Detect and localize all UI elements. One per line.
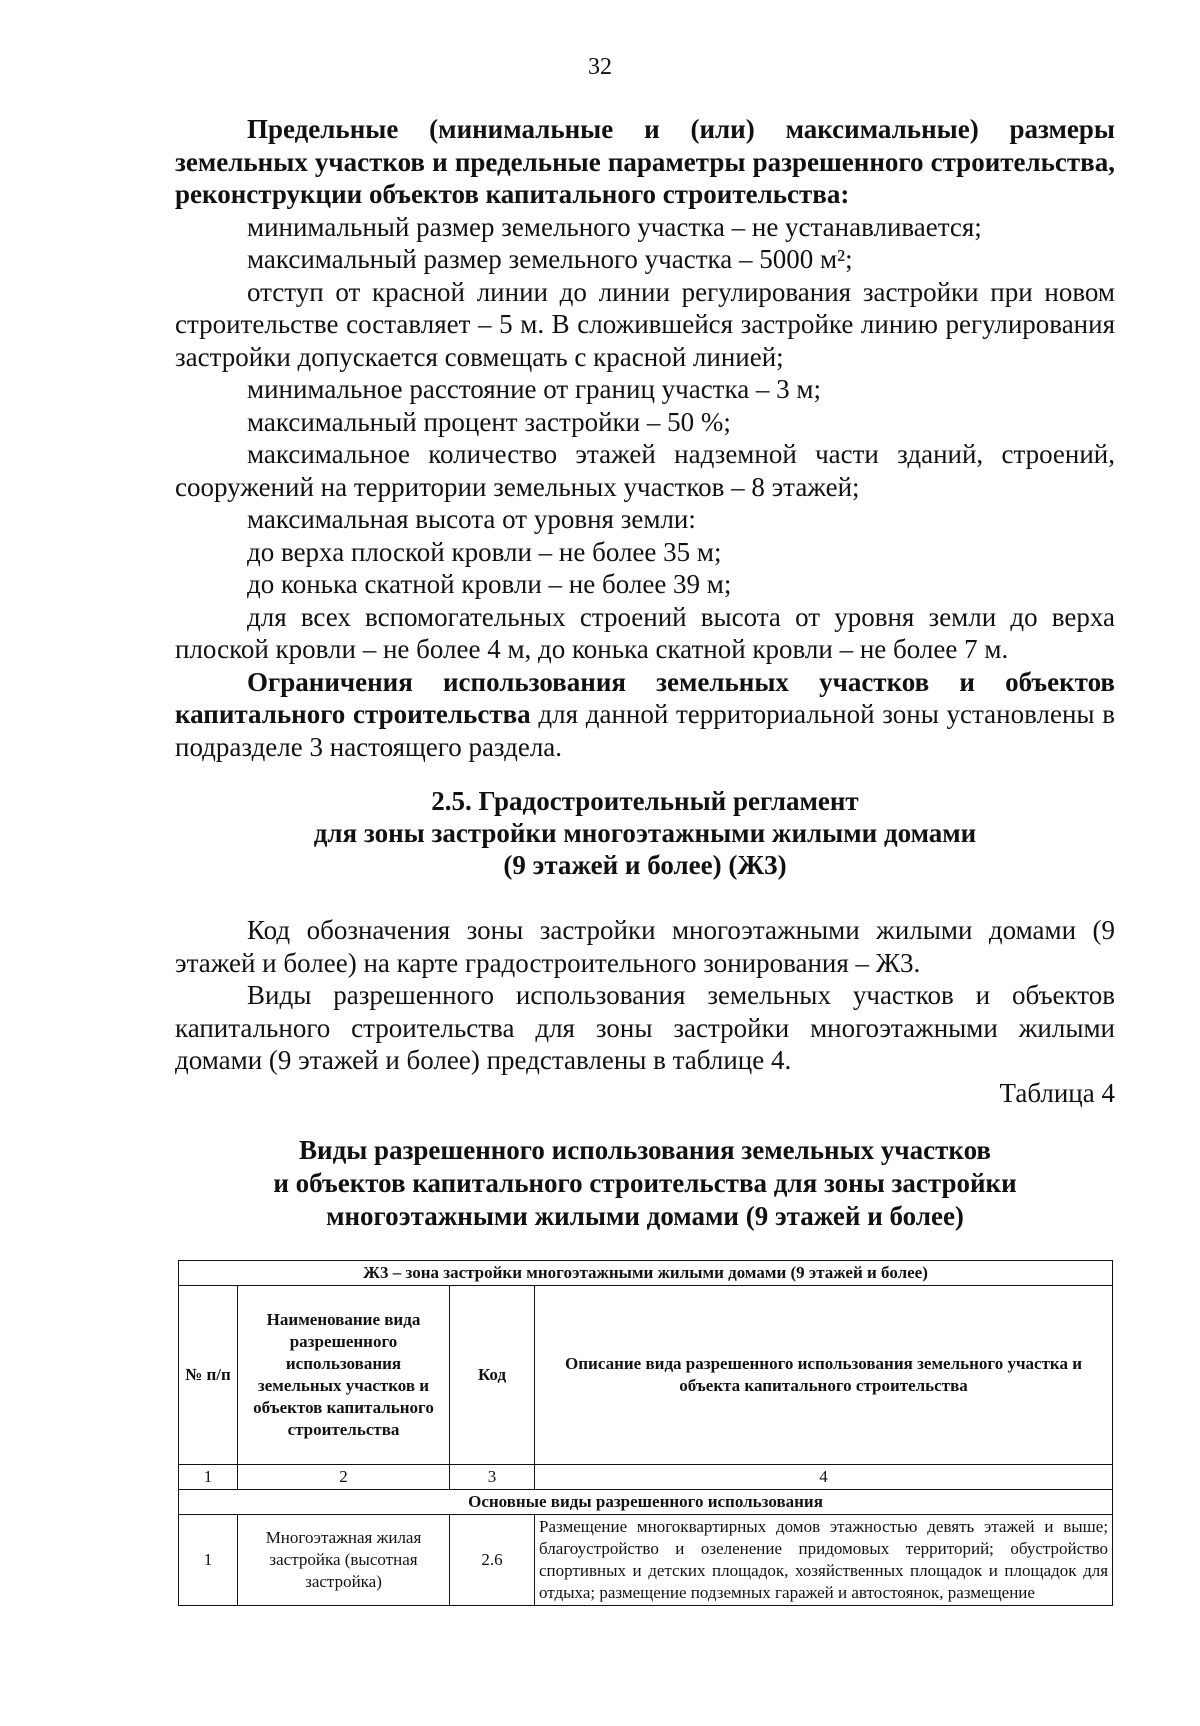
index-cell: 4 (535, 1465, 1113, 1490)
parameter-item: минимальный размер земельного участка – не устанавливается; (247, 211, 982, 242)
table-index-row (179, 1465, 1113, 1490)
parameter-item: минимальное расстояние от границ участка – 3 м; (247, 374, 822, 404)
restrictions-bold: Ограничения использования земельных участков и объектов капитального строительства (175, 666, 1115, 729)
section-title-line: (9 этажей и более) (Ж3) (503, 850, 787, 880)
zone-parameters-block (175, 113, 1115, 763)
parameter-item: максимальный процент застройки – 50 %; (247, 406, 731, 437)
parameters-heading: Предельные (минимальные и (или) максимальные) размеры земельных участков и предельные параметры разрешенного строительства, реконструкции объектов капитального строительства: (175, 114, 1115, 209)
table-header-row (179, 1286, 1113, 1465)
index-cell: 1 (179, 1465, 238, 1490)
table-row (179, 1515, 1113, 1606)
section-title (175, 785, 1115, 881)
row-name-cell: Многоэтажная жилая застройка (высотная застройка) (238, 1515, 450, 1606)
table-group-row (179, 1490, 1113, 1515)
section-body (175, 914, 1115, 1109)
index-cell: 2 (238, 1465, 450, 1490)
parameter-item: максимальное количество этажей надземной части зданий, строений, сооружений на территории земельных участков – 8 этажей; (175, 439, 1115, 502)
parameter-item: для всех вспомогательных строений высота от уровня земли до верха плоской кровли – не более 4 м, до конька скатной кровли – не более 7 м. (175, 601, 1115, 664)
section-title-line: 2.5. Градостроительный регламент (431, 786, 859, 816)
parameter-item: до верха плоской кровли – не более 35 м; (247, 536, 722, 567)
table-zone-row (179, 1261, 1113, 1286)
row-desc-cell: Размещение многоквартирных домов этажностью девять этажей и выше; благоустройство и озеленение придомовых территорий; обустройство спортивных и детских площадок, хозяйственных площадок и площадок для отдыха; размещение подземных гаражей и автостоянок, размещение (535, 1515, 1113, 1606)
table-title-line: и объектов капитального строительства для зоны застройки (273, 1168, 1017, 1198)
col-num-header: № п/п (179, 1286, 238, 1465)
permitted-use-table (178, 1260, 1113, 1606)
row-num-cell: 1 (179, 1515, 238, 1606)
parameter-item: до конька скатной кровли – не более 39 м; (247, 569, 732, 599)
row-code-cell: 2.6 (450, 1515, 535, 1606)
permitted-use-paragraph: Виды разрешенного использования земельных участков и объектов капитального строительства для зоны застройки многоэтажными жилыми домами (9 этажей и более) представлены в таблице 4. (175, 980, 1115, 1075)
section-title-line: для зоны застройки многоэтажными жилыми домами (313, 818, 977, 848)
zone-header-cell: Ж3 – зона застройки многоэтажными жилыми домами (9 этажей и более) (179, 1261, 1113, 1286)
table-title (175, 1134, 1115, 1233)
table-title-line: Виды разрешенного использования земельных участков (299, 1135, 991, 1165)
index-cell: 3 (450, 1465, 535, 1490)
table-title-line: многоэтажными жилыми домами (9 этажей и более) (326, 1201, 964, 1231)
restrictions-paragraph (175, 666, 1115, 764)
parameter-item: максимальный размер земельного участка – 5000 м²; (247, 244, 853, 274)
restrictions-rest: для данной территориальной зоны установлены в подразделе 3 настоящего раздела. (175, 699, 1115, 762)
parameter-item: максимальная высота от уровня земли: (247, 504, 696, 534)
col-desc-header: Описание вида разрешенного использования земельного участка и объекта капитального строительства (535, 1286, 1113, 1465)
parameter-item: отступ от красной линии до линии регулирования застройки при новом строительстве составляет – 5 м. В сложившейся застройке линию регулирования застройки допускается совмещать с красной линией; (175, 276, 1115, 372)
page-number: 32 (588, 54, 612, 80)
zone-code-paragraph: Код обозначения зоны застройки многоэтажными жилыми домами (9 этажей и более) на карте градостроительного зонирования – Ж3. (175, 915, 1115, 978)
group-main-cell: Основные виды разрешенного использования (179, 1490, 1113, 1515)
col-code-header: Код (450, 1286, 535, 1465)
col-name-header: Наименование вида разрешенного использования земельных участков и объектов капитального строительства (238, 1286, 450, 1465)
table-label: Таблица 4 (999, 1077, 1115, 1108)
